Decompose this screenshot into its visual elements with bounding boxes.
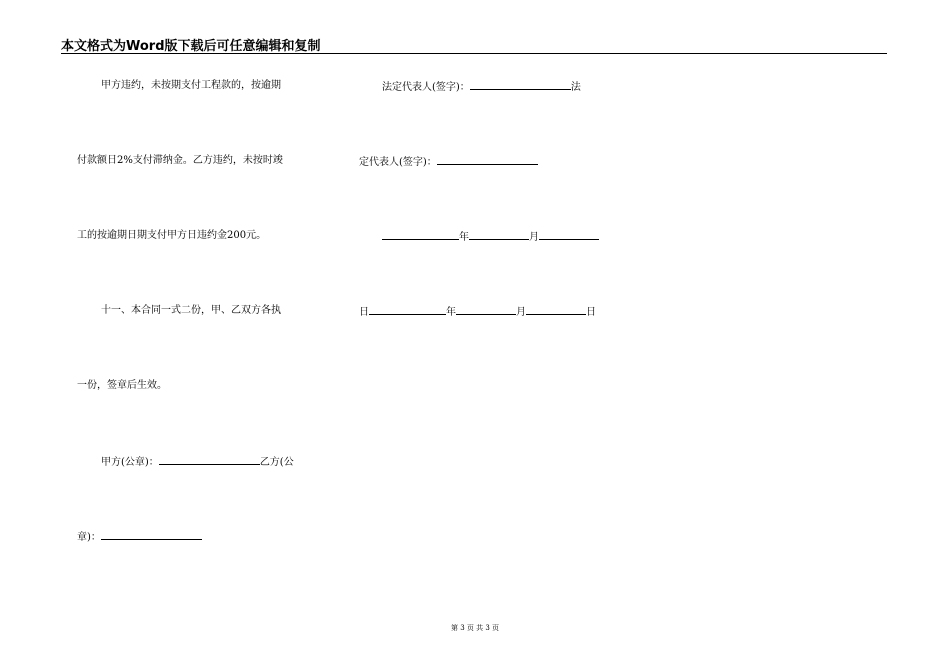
legal-rep-label-2-start: 法	[570, 82, 581, 93]
party-b-seal-label-start: 乙方(公	[259, 457, 294, 468]
legal-rep-label-2-end: 定代表人(签字)：	[359, 157, 437, 168]
date-1-day-label: 日	[359, 307, 369, 318]
date-2-year-label: 年	[446, 307, 456, 318]
left-line-3: 工的按逾期日期支付甲方日违约金200元。	[77, 230, 267, 241]
legal-rep-line-2	[359, 155, 538, 169]
date-2-day-blank[interactable]	[526, 305, 586, 315]
date-1-month-label: 月	[529, 232, 539, 243]
date-1-year-blank[interactable]	[382, 230, 459, 240]
party-b-seal-blank[interactable]	[101, 530, 202, 540]
party-a-seal-label: 甲方(公章)：	[101, 457, 159, 468]
date-line-2	[359, 305, 596, 319]
legal-rep-label-1: 法定代表人(签字)：	[382, 82, 470, 93]
date-1-year-label: 年	[459, 232, 469, 243]
left-line-1: 甲方违约，未按期支付工程款的，按逾期	[101, 80, 281, 91]
page-header	[61, 33, 887, 54]
date-2-day-label: 日	[586, 307, 596, 318]
page-number: 第 3 页 共 3 页	[450, 624, 500, 632]
legal-rep-line-1	[382, 80, 581, 94]
date-line-1	[382, 230, 599, 244]
legal-rep-signature-blank-1[interactable]	[470, 80, 571, 90]
party-b-seal-label-end: 章)：	[77, 532, 101, 543]
date-2-month-label: 月	[516, 307, 526, 318]
date-2-month-blank[interactable]	[456, 305, 516, 315]
left-line-2: 付款额日2%支付滞纳金。乙方违约，未按时竣	[77, 155, 283, 166]
page-footer	[0, 623, 950, 633]
left-line-4: 十一、本合同一式二份，甲、乙双方各执	[101, 305, 281, 316]
date-1-month-blank[interactable]	[469, 230, 529, 240]
party-a-seal-blank[interactable]	[159, 455, 260, 465]
party-a-seal-line	[101, 455, 294, 469]
left-line-5: 一份，签章后生效。	[77, 380, 167, 391]
party-b-seal-line	[77, 530, 202, 544]
date-1-day-blank[interactable]	[539, 230, 599, 240]
date-2-year-blank[interactable]	[369, 305, 446, 315]
header-title: 本文格式为Word版下载后可任意编辑和复制	[61, 39, 321, 54]
legal-rep-signature-blank-2[interactable]	[437, 155, 538, 165]
